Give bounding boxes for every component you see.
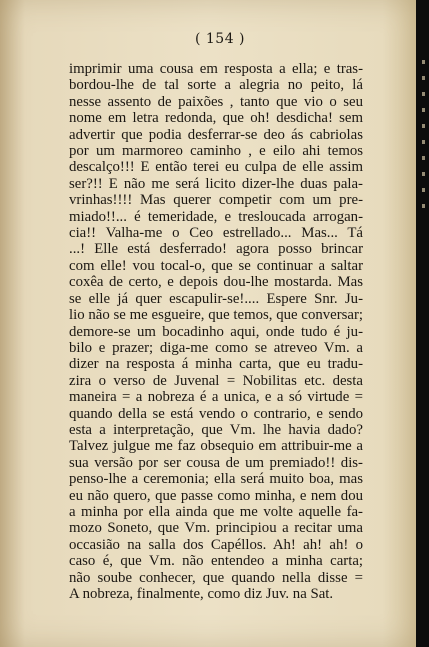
text-line: se elle já quer escapulir-se!.... Espere Snr. Ju- — [69, 290, 363, 307]
text-line: eu não quero, que passe como minha, e nem dou — [69, 487, 363, 504]
text-line: lio não se me esgueire, que temos, que conversar; — [69, 307, 363, 324]
text-line: a minha por ella ainda que me volte aquelle fa- — [69, 503, 363, 520]
text-line: quando della se está vendo o contrario, e sendo — [69, 405, 363, 422]
text-line: bordou-lhe de tal sorte a alegria no peito, lá — [69, 77, 363, 94]
text-line: esta a interpretação, que Vm. lhe havia dado? — [69, 421, 363, 438]
text-line: zira o verso de Juvenal = Nobilitas etc. desta — [69, 372, 363, 389]
text-line: nome em letra redonda, que oh! desdicha! sem — [69, 110, 363, 127]
text-line: advertir que podia desferrar-se deo ás cabriolas — [69, 126, 363, 143]
text-line: demore-se um bocadinho aqui, onde tudo é ju- — [69, 323, 363, 340]
text-line: A nobreza, finalmente, como diz Juv. na Sat. — [69, 586, 334, 602]
text-line: sua versão por ser cousa de um premiado!! dis- — [69, 454, 363, 471]
text-line: vrinhas!!!! Mas querer competir com um pre- — [69, 192, 363, 209]
text-line: dizer na resposta á minha carta, que eu tradu- — [69, 356, 363, 373]
facing-page-edge — [419, 60, 429, 460]
text-line: Talvez julgue me faz obsequio em attribuir-me a — [69, 438, 363, 455]
body-text — [69, 61, 363, 602]
text-line: nesse assento de paixões , tanto que vio o seu — [69, 93, 363, 110]
text-line: bilo e prazer; diga-me como se atreveo Vm. a — [69, 339, 363, 356]
text-line: mozo Soneto, que Vm. principiou a recitar uma — [69, 520, 363, 537]
text-line: ser?!! E não me será licito dizer-lhe duas pala- — [69, 175, 363, 192]
text-line: imprimir uma cousa em resposta a ella; e tras- — [69, 61, 363, 77]
text-line: maneira = a nobreza é a unica, e a só virtude = — [69, 389, 363, 406]
text-line: miado!!... é temeridade, e tresloucada arrogan- — [69, 208, 363, 225]
page-number: ( 154 ) — [194, 31, 246, 47]
text-line: por um marmoreo caminho , e eilo ahi temos — [69, 143, 363, 160]
text-line: coxêa de certo, e depois dou-lhe mostarda. Mas — [69, 274, 363, 291]
text-line: penso-lhe a ceremonia; ella será muito boa, mas — [69, 471, 363, 488]
text-line: cia!! Valha-me o Ceo estrellado... Mas... Tá — [69, 225, 363, 242]
text-line: descalço!!! E então terei eu culpa de elle assim — [69, 159, 363, 176]
text-line: caso é, que Vm. não entendeo a minha carta; — [69, 553, 363, 570]
text-line: ...! Elle está desferrado! agora posso brincar — [69, 241, 363, 258]
text-line: com elle! vou tocal-o, que se continuar a saltar — [69, 257, 363, 274]
text-line: não soube conhecer, que quando nella disse = — [69, 569, 363, 586]
text-line: occasião na salla dos Capéllos. Ah! ah! ah! o — [69, 536, 363, 553]
